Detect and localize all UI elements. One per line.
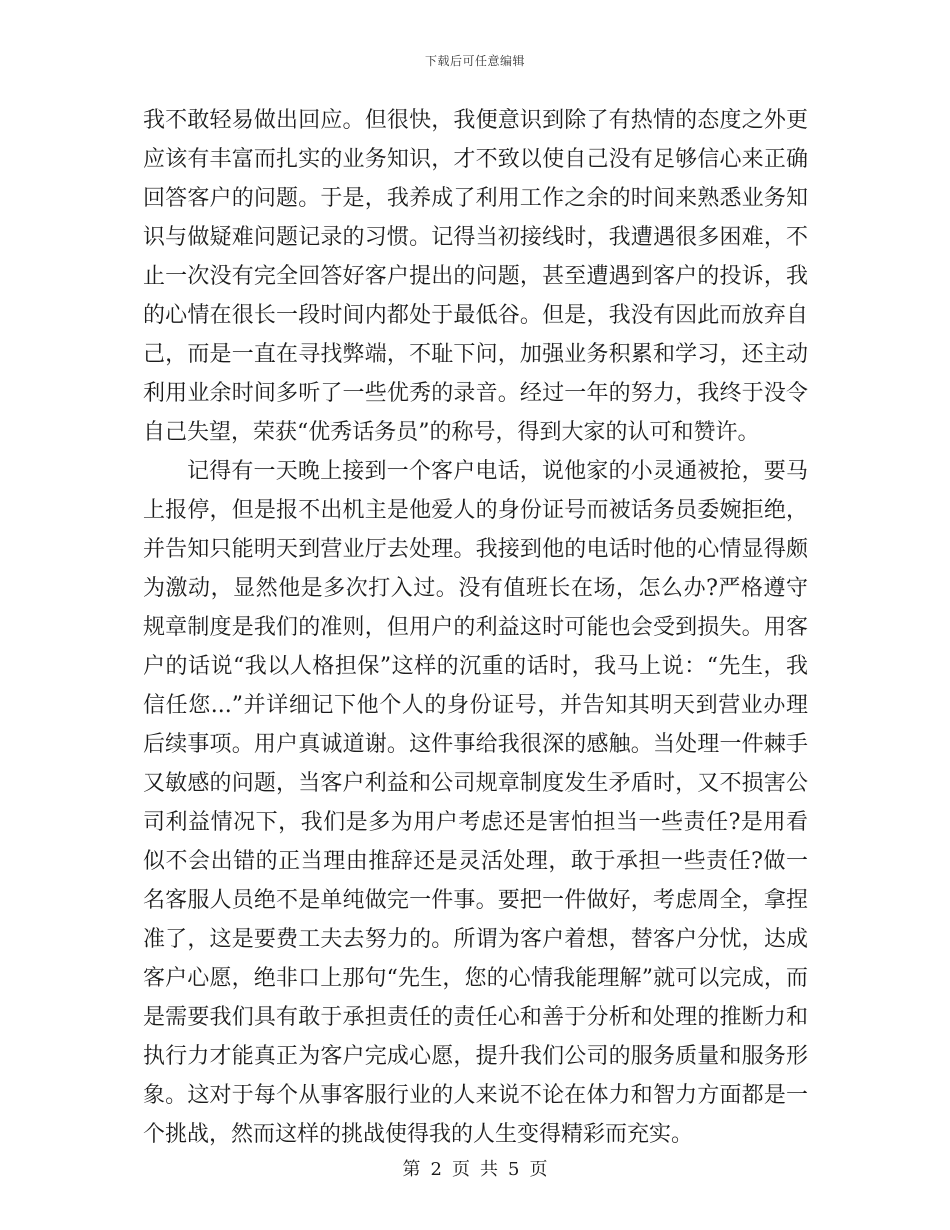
page-header: 下载后可任意编辑 — [424, 54, 525, 68]
body-paragraph: 我不敢轻易做出回应。但很快，我便意识到除了有热情的态度之外更应该有丰富而扎实的业务知识，才不致以使自己没有足够信心来正确回答客户的问题。于是，我养成了利用工作之余的时间来熟悉业务知识与做疑难问题记录的习惯。记得当初接线时，我遭遇很多困难，不止一次没有完全回答好客户提出的问题，甚至遭遇到客户的投诉，我的心情在很长一段时间内都处于最低谷。但是，我没有因此而放弃自己，而是一直在寻找弊端，不耻下问，加强业务积累和学习，还主动利用业余时间多听了一些优秀的录音。经过一年的努力，我终于没令自己失望，荣获“优秀话务员”的称号，得到大家的认可和赞许。 — [143, 108, 808, 445]
body-paragraph: 记得有一天晚上接到一个客户电话，说他家的小灵通被抢，要马上报停，但是报不出机主是他爱人的身份证号而被话务员委婉拒绝，并告知只能明天到营业厅去处理。我接到他的电话时他的心情显得颇为激动，显然他是多次打入过。没有值班长在场，怎么办?严格遵守规章制度是我们的准则，但用户的利益这时可能也会受到损失。用客户的话说“我以人格担保”这样的沉重的话时，我马上说：“先生，我信任您...”并详细记下他个人的身份证号，并告知其明天到营业办理后续事项。用户真诚道谢。这件事给我很深的感触。当处理一件棘手又敏感的问题，当客户利益和公司规章制度发生矛盾时，又不损害公司利益情况下，我们是多为用户考虑还是害怕担当一些责任?是用看似不会出错的正当理由推辞还是灵活处理，敢于承担一些责任?做一名客服人员绝不是单纯做完一件事。要把一件做好，考虑周全，拿捏准了，这是要费工夫去努力的。所谓为客户着想，替客户分忧，达成客户心愿，绝非口上那句“先生，您的心情我能理解”就可以完成，而是需要我们具有敢于承担责任的责任心和善于分析和处理的推断力和执行力才能真正为客户完成心愿，提升我们公司的服务质量和服务形象。这对于每个从事客服行业的人来说不论在体力和智力方面都是一个挑战，然而这样的挑战使得我的人生变得精彩而充实。 — [143, 459, 808, 1147]
footer-total-prefix: 共 — [480, 1159, 498, 1180]
document-body — [143, 101, 808, 1154]
footer-prefix: 第 — [402, 1159, 421, 1180]
page-footer — [0, 1155, 950, 1181]
footer-total-unit: 页 — [529, 1159, 548, 1180]
footer-page-unit: 页 — [452, 1159, 470, 1180]
total-pages: 5 — [508, 1159, 520, 1180]
page-number: 2 — [430, 1159, 442, 1180]
